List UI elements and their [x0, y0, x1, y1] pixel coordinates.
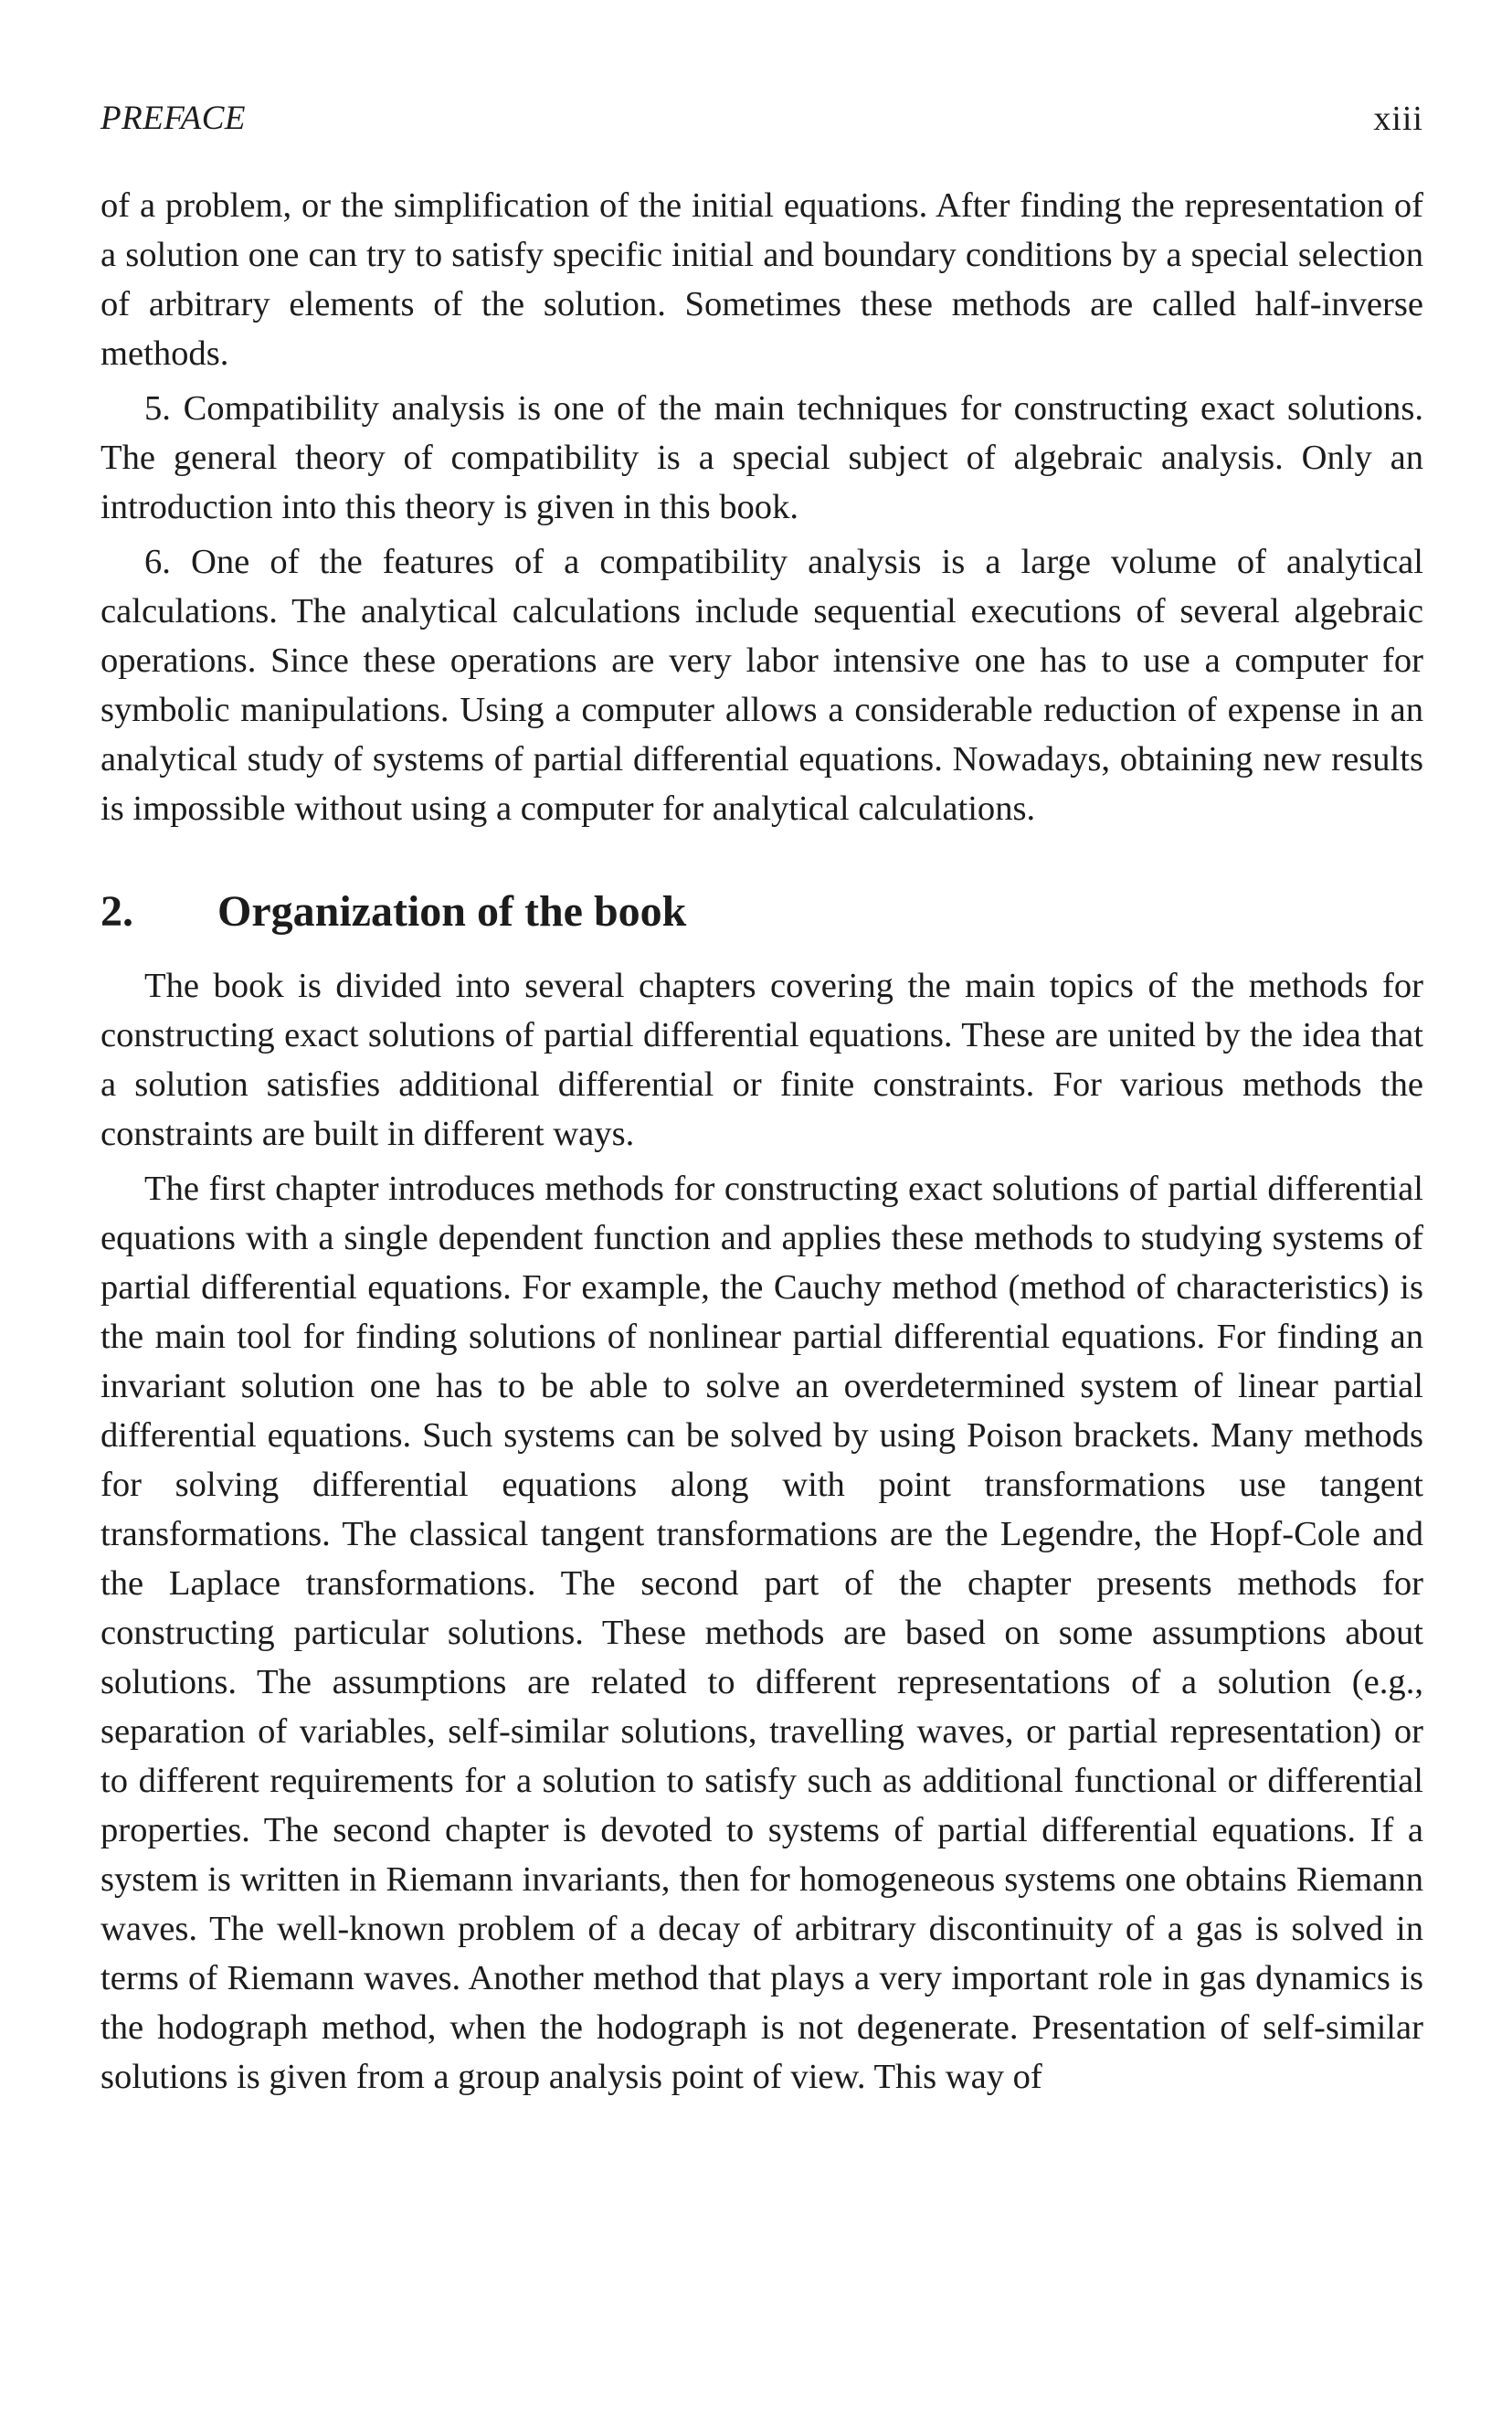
running-head: PREFACE	[100, 100, 247, 137]
body-text	[100, 181, 1423, 2107]
section-heading	[100, 884, 1423, 939]
paragraph-analytical-calculations: 6. One of the features of a compatibility analysis is a large volume of analytical calculations. The analytical calculations include sequential executions of several algebraic operations. Since these operations are very labor intensive one has to use a computer for symbolic manipulations. Using a computer allows a considerable reduction of expense in an analytical study of systems of partial differential equations. Nowadays, obtaining new results is impossible without using a computer for analytical calculations.	[100, 543, 1423, 828]
page-header	[100, 99, 1423, 143]
paragraph-compatibility-analysis: 5. Compatibility analysis is one of the main techniques for constructing exact solutions. The general theory of compatibility is a special subject of algebraic analysis. Only an introduction into this theory is given in this book.	[100, 389, 1423, 526]
paragraph-continued: of a problem, or the simplification of the initial equations. After finding the representation of a solution one can try to satisfy specific initial and boundary conditions by a special selection of arbitrary elements of the solution. Sometimes these methods are called half-inverse methods.	[100, 186, 1423, 373]
section-title: Organization of the book	[217, 887, 687, 936]
page-number: xiii	[1373, 100, 1423, 138]
section-number: 2.	[100, 887, 133, 936]
paragraph-first-chapter: The first chapter introduces methods for constructing exact solutions of partial differential equations with a single dependent function and applies these methods to studying systems of partial differential equations. For example, the Cauchy method (method of characteristics) is the main tool for finding solutions of nonlinear partial differential equations. For finding an invariant solution one has to be able to solve an overdetermined system of linear partial differential equations. Such systems can be solved by using Poison brackets. Many methods for solving differential equations along with point transformations use tangent transformations. The classical tangent transformations are the Legendre, the Hopf-Cole and the Laplace transformations. The second part of the chapter presents methods for constructing particular solutions. These methods are based on some assumptions about solutions. The assumptions are related to different representations of a solution (e.g., separation of variables, self-similar solutions, travelling waves, or partial representation) or to different requirements for a solution to satisfy such as additional functional or differential properties. The second chapter is devoted to systems of partial differential equations. If a system is written in Riemann invariants, then for homogeneous systems one obtains Riemann waves. The well-known problem of a decay of arbitrary discontinuity of a gas is solved in terms of Riemann waves. Another method that plays a very important role in gas dynamics is the hodograph method, when the hodograph is not degenerate. Presentation of self-similar solutions is given from a group analysis point of view. This way of	[100, 1170, 1423, 2096]
paragraph-book-overview: The book is divided into several chapters covering the main topics of the methods for constructing exact solutions of partial differential equations. These are united by the idea that a solution satisfies additional differential or finite constraints. For various methods the constraints are built in different ways.	[100, 967, 1423, 1153]
